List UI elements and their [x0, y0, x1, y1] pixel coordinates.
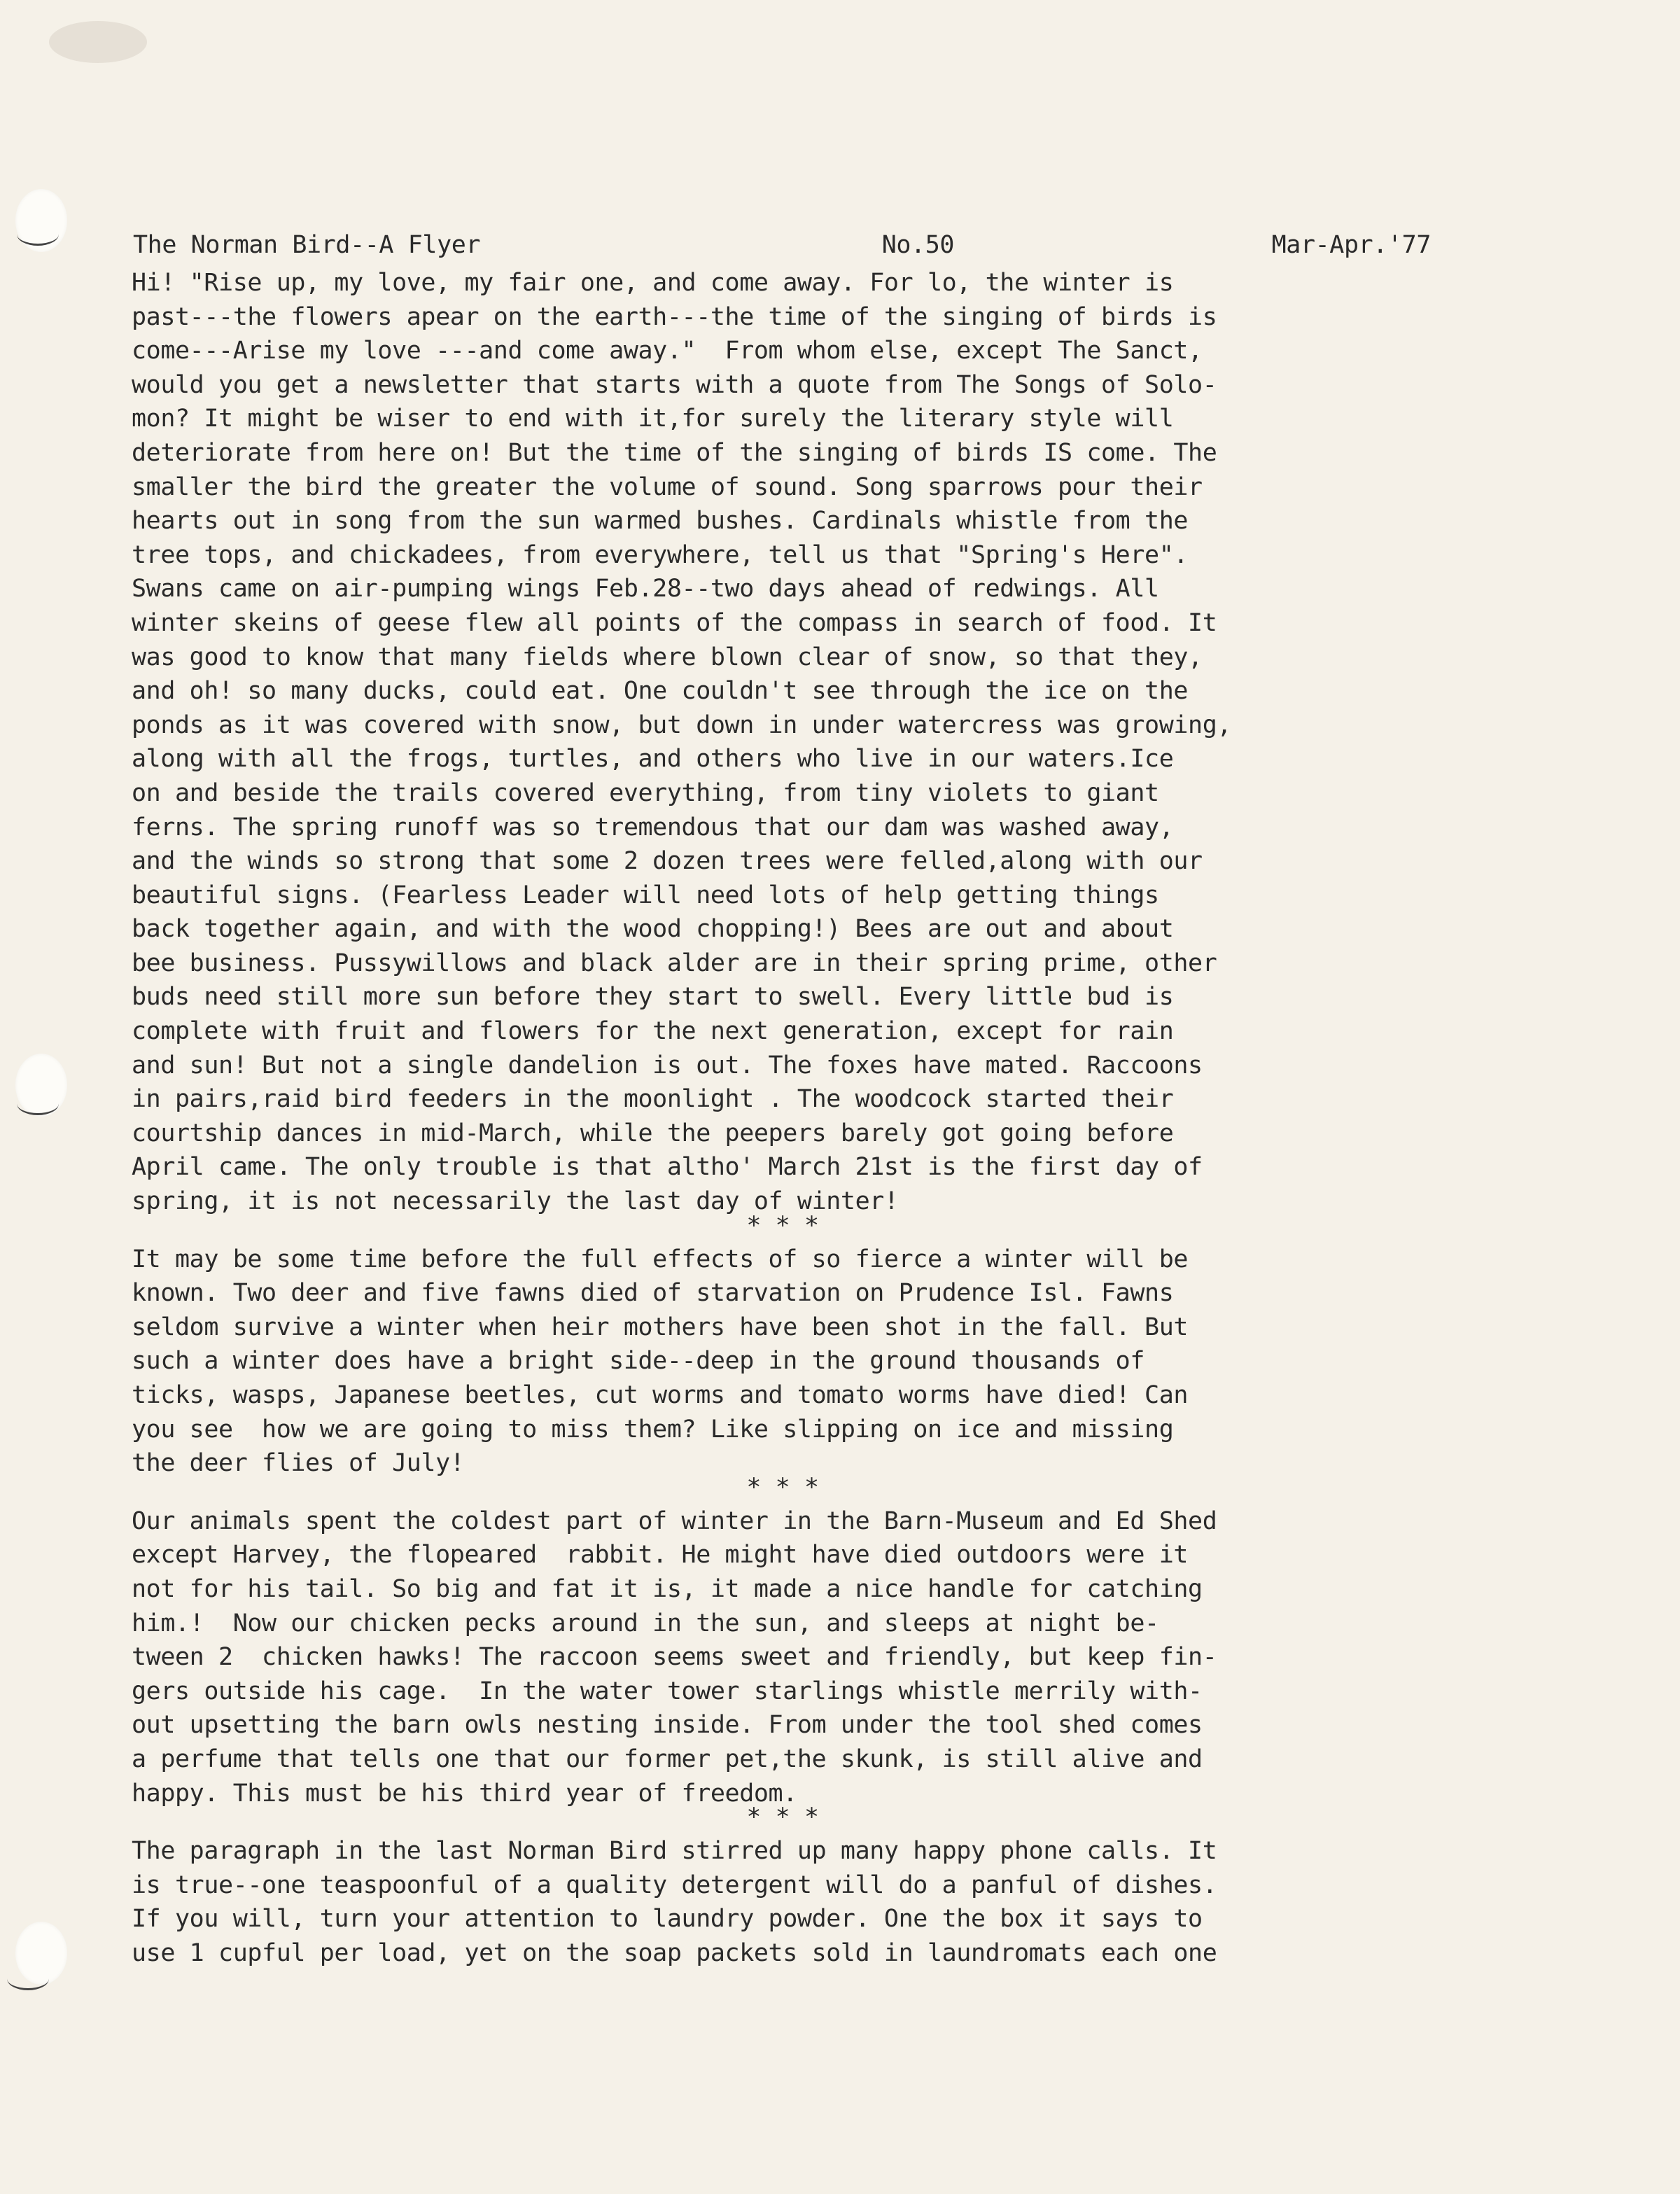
text-line: past---the flowers apear on the earth---the time of the singing of birds is — [132, 302, 1217, 331]
text-line: Swans came on air-pumping wings Feb.28--two days ahead of redwings. All — [132, 575, 1159, 603]
text-line: except Harvey, the flopeared rabbit. He might have died outdoors were it — [132, 1541, 1189, 1570]
text-line: was good to know that many fields where blown clear of snow, so that they, — [132, 643, 1203, 671]
text-line: you see how we are going to miss them? Like slipping on ice and missing — [132, 1415, 1174, 1444]
text-line: the deer flies of July! — [132, 1449, 465, 1478]
text-line: back together again, and with the wood chopping!) Bees are out and about — [132, 915, 1174, 944]
text-line: smaller the bird the greater the volume of sound. Song sparrows pour their — [132, 473, 1203, 501]
text-line: would you get a newsletter that starts with a quote from The Songs of Solo- — [132, 370, 1217, 399]
text-line: and sun! But not a single dandelion is out. The foxes have mated. Raccoons — [132, 1051, 1203, 1079]
text-line: buds need still more sun before they start to swell. Every little bud is — [132, 983, 1174, 1012]
text-line: courtship dances in mid-March, while the peepers barely got going before — [132, 1119, 1174, 1147]
text-line: tween 2 chicken hawks! The raccoon seems sweet and friendly, but keep fin- — [132, 1643, 1217, 1672]
section-separator: * * * — [746, 1803, 819, 1832]
paper-smudge — [49, 21, 147, 63]
text-line: along with all the frogs, turtles, and others who live in our waters.Ice — [132, 745, 1174, 774]
paragraph-detergent — [132, 1834, 1434, 1970]
text-line: known. Two deer and five fawns died of starvation on Prudence Isl. Fawns — [132, 1279, 1174, 1308]
text-line: gers outside his cage. In the water tower starlings whistle merrily with- — [132, 1677, 1203, 1705]
text-line: ferns. The spring runoff was so tremendous that our dam was washed away, — [132, 813, 1174, 841]
paragraph-spring — [132, 266, 1434, 1219]
text-line: come---Arise my love ---and come away." From whom else, except The Sanct, — [132, 337, 1203, 365]
text-line: mon? It might be wiser to end with it,for surely the literary style will — [132, 405, 1174, 433]
text-line: If you will, turn your attention to laundry powder. One the box it says to — [132, 1905, 1203, 1934]
section-separator: * * * — [746, 1473, 819, 1502]
text-line: tree tops, and chickadees, from everywhere, tell us that "Spring's Here". — [132, 540, 1189, 569]
text-line: a perfume that tells one that our former pet,the skunk, is still alive and — [132, 1745, 1203, 1773]
text-line: him.! Now our chicken pecks around in the sun, and sleeps at night be- — [132, 1609, 1159, 1637]
section-separator: * * * — [746, 1211, 819, 1240]
text-line: hearts out in song from the sun warmed bushes. Cardinals whistle from the — [132, 507, 1189, 536]
text-line: deteriorate from here on! But the time of the singing of birds IS come. The — [132, 438, 1217, 467]
issue-number: No.50 — [881, 231, 955, 259]
text-line: out upsetting the barn owls nesting inside. From under the tool shed comes — [132, 1711, 1203, 1740]
text-line: and oh! so many ducks, could eat. One couldn't see through the ice on the — [132, 677, 1189, 706]
text-line: on and beside the trails covered everything, from tiny violets to giant — [132, 778, 1159, 807]
text-line: It may be some time before the full effects of so fierce a winter will be — [132, 1245, 1189, 1273]
hole-arc-decoration — [7, 1967, 49, 1990]
issue-date: Mar-Apr.'77 — [1271, 231, 1431, 259]
text-line: such a winter does have a bright side--deep in the ground thousands of — [132, 1347, 1145, 1376]
masthead — [132, 231, 1434, 259]
hole-arc-decoration — [17, 223, 59, 246]
text-line: bee business. Pussywillows and black alder are in their spring prime, other — [132, 949, 1217, 977]
text-line: in pairs,raid bird feeders in the moonlight . The woodcock started their — [132, 1085, 1174, 1114]
paragraph-animals — [132, 1504, 1434, 1810]
text-line: spring, it is not necessarily the last day of winter! — [132, 1187, 899, 1216]
text-line: beautiful signs. (Fearless Leader will need lots of help getting things — [132, 881, 1159, 909]
text-line: winter skeins of geese flew all points of the compass in search of food. It — [132, 608, 1217, 637]
text-line: complete with fruit and flowers for the next generation, except for rain — [132, 1017, 1174, 1046]
text-line: seldom survive a winter when heir mothers have been shot in the fall. But — [132, 1313, 1189, 1341]
paragraph-winter-effects — [132, 1243, 1434, 1481]
text-line: April came. The only trouble is that altho' March 21st is the first day of — [132, 1153, 1203, 1182]
text-line: happy. This must be his third year of freedom. — [132, 1779, 797, 1808]
text-line: use 1 cupful per load, yet on the soap packets sold in laundromats each one — [132, 1938, 1217, 1967]
text-line: is true--one teaspoonful of a quality detergent will do a panful of dishes. — [132, 1871, 1217, 1899]
text-line: ticks, wasps, Japanese beetles, cut worms and tomato worms have died! Can — [132, 1381, 1189, 1409]
text-line: Hi! "Rise up, my love, my fair one, and come away. For lo, the winter is — [132, 269, 1174, 297]
text-line: not for his tail. So big and fat it is, it made a nice handle for catching — [132, 1574, 1203, 1603]
text-line: The paragraph in the last Norman Bird stirred up many happy phone calls. It — [132, 1837, 1217, 1866]
text-line: Our animals spent the coldest part of winter in the Barn-Museum and Ed Shed — [132, 1507, 1217, 1535]
text-line: and the winds so strong that some 2 dozen trees were felled,along with our — [132, 847, 1203, 876]
newsletter-title: The Norman Bird--A Flyer — [133, 231, 481, 259]
hole-arc-decoration — [17, 1092, 59, 1115]
text-line: ponds as it was covered with snow, but down in under watercress was growing, — [132, 711, 1232, 739]
newsletter-body — [132, 231, 1434, 1971]
